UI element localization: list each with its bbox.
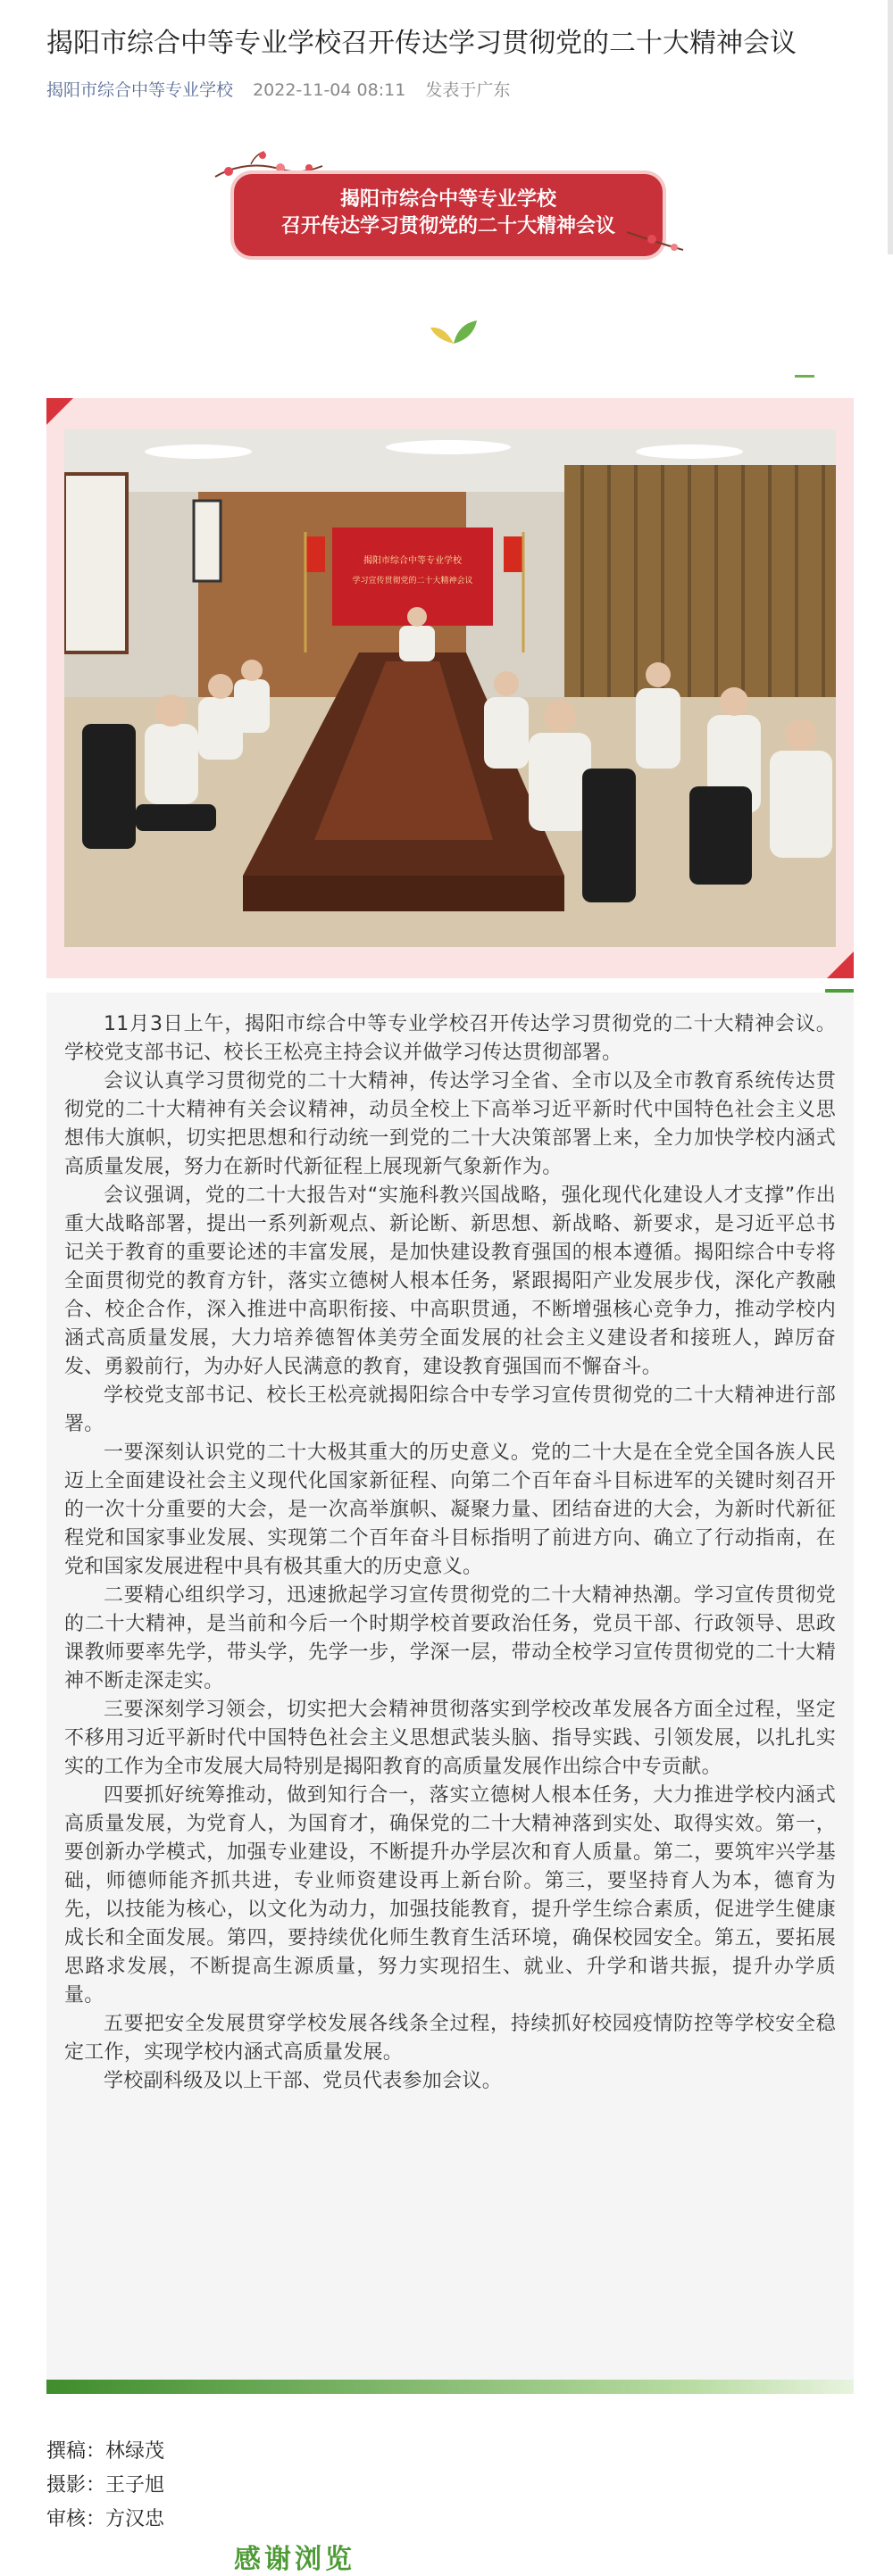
plum-branch-icon: [625, 223, 688, 259]
meeting-photo-illustration: [64, 429, 836, 947]
paragraph: 会议认真学习贯彻党的二十大精神，传达学习全省、全市以及全市教育系统传达贯彻党的二十大精神有关会议精神，动员全校上下高举习近平新时代中国特色社会主义思想伟大旗帜，切实把思想和行动统一到党的二十大决策部署上来，全力加快学校内涵式高质量发展，努力在新时代新征程上展现新气象新作为。: [64, 1070, 836, 1178]
thanks-text: 感谢浏览: [234, 2544, 355, 2575]
credit-photographer: 摄影：王子旭: [46, 2474, 165, 2497]
paragraph: 会议强调，党的二十大报告对“实施科教兴国战略，强化现代化建设人才支撑”作出重大战略部署，提出一系列新观点、新论断、新思想、新战略、新要求，是习近平总书记关于教育的重要论述的丰富发展，是加快建设教育强国的根本遵循。揭阳综合中专将全面贯彻党的教育方针，落实立德树人根本任务，紧跟揭阳产业发展步伐，深化产教融合、校企合作，深入推进中高职衔接、中高职贯通，不断增强核心竞争力，推动学校内涵式高质量发展，大力培养德智体美劳全面发展的社会主义建设者和接班人，踔厉奋发、勇毅前行，为办好人民满意的教育，建设教育强国而不懈奋斗。: [64, 1184, 836, 1378]
edge-strip: [888, 0, 893, 254]
paragraph: 三要深刻学习领会，切实把大会精神贯彻落实到学校改革发展各方面全过程，坚定不移用习近平新时代中国特色社会主义思想武装头脑、指导实践、引领发展，以扎扎实实的工作为全市发展大局特别是揭阳教育的高质量发展作出综合中专贡献。: [64, 1699, 836, 1778]
credit-reviewer: 审核：方汉忠: [46, 2508, 165, 2530]
author-link[interactable]: 揭阳市综合中等专业学校: [46, 80, 234, 100]
footer-accent-bar: [46, 2380, 854, 2394]
credits: [46, 2435, 164, 2537]
header-banner: [234, 174, 663, 256]
frame-corner: [827, 951, 854, 978]
banner-line-1: 揭阳市综合中等专业学校: [339, 188, 556, 211]
banner-line-2: 召开传达学习贯彻党的二十大精神会议: [280, 215, 615, 237]
paragraph: 学校党支部书记、校长王松亮就揭阳综合中专学习宣传贯彻党的二十大精神进行部署。: [64, 1384, 836, 1435]
paragraph: 11月3日上午，揭阳市综合中等专业学校召开传达学习贯彻党的二十大精神会议。学校党支部书记、校长王松亮主持会议并做学习传达贯彻部署。: [64, 1013, 836, 1064]
paragraph: 五要把安全发展贯穿学校发展各线条全过程，持续抓好校园疫情防控等学校安全稳定工作，实现学校内涵式高质量发展。: [64, 2013, 836, 2064]
publish-time: 2022-11-04 08:11: [253, 80, 406, 100]
leaf-icon: [427, 317, 480, 353]
screen-text-1: 揭阳市综合中等专业学校: [363, 556, 462, 566]
publish-location: 发表于广东: [425, 80, 511, 100]
article-body: [46, 993, 854, 2394]
credit-writer: 撰稿：林绿茂: [46, 2440, 165, 2463]
paragraph: 学校副科级及以上干部、党员代表参加会议。: [104, 2070, 503, 2092]
paragraph: 四要抓好统筹推动，做到知行合一，落实立德树人根本任务，大力推进学校内涵式高质量发展，为党育人，为国育才，确保党的二十大精神落到实处、取得实效。第一，要创新办学模式，加强专业建设，不断提升办学层次和育人质量。第二，要筑牢兴学基础，师德师能齐抓共进，专业师资建设再上新台阶。第三，要坚持育人为本，德育为先，以技能为核心，以文化为动力，加强技能教育，提升学生综合素质，促进学生健康成长和全面发展。第四，要持续优化师生教育生活环境，确保校园安全。第五，要拓展思路求发展，不断提高生源质量，努力实现招生、就业、升学和谐共振，提升办学质量。: [64, 1784, 836, 2007]
meeting-photo[interactable]: [64, 429, 836, 947]
paragraph: 一要深刻认识党的二十大极其重大的历史意义。党的二十大是在全党全国各族人民迈上全面建设社会主义现代化国家新征程、向第二个百年奋斗目标进军的关键时刻召开的一次十分重要的大会，是一次高举旗帜、凝聚力量、团结奋进的大会，为新时代新征程党和国家事业发展、实现第二个百年奋斗目标指明了前进方向、确立了行动指南，在党和国家发展进程中具有极其重大的历史意义。: [64, 1442, 836, 1578]
screen-text-2: 学习宣传贯彻党的二十大精神会议: [352, 577, 473, 586]
frame-corner: [46, 398, 73, 425]
divider-dash: [795, 375, 814, 378]
paragraph: 二要精心组织学习，迅速掀起学习宣传贯彻党的二十大精神热潮。学习宣传贯彻党的二十大精神，是当前和今后一个时期学校首要政治任务，党员干部、行政领导、思政课教师要率先学，带头学，先学一步，学深一层，带动全校学习宣传贯彻党的二十大精神不断走深走实。: [64, 1584, 836, 1692]
article-meta: [46, 77, 510, 101]
article-title: 揭阳市综合中等专业学校召开传达学习贯彻党的二十大精神会议: [46, 28, 797, 59]
